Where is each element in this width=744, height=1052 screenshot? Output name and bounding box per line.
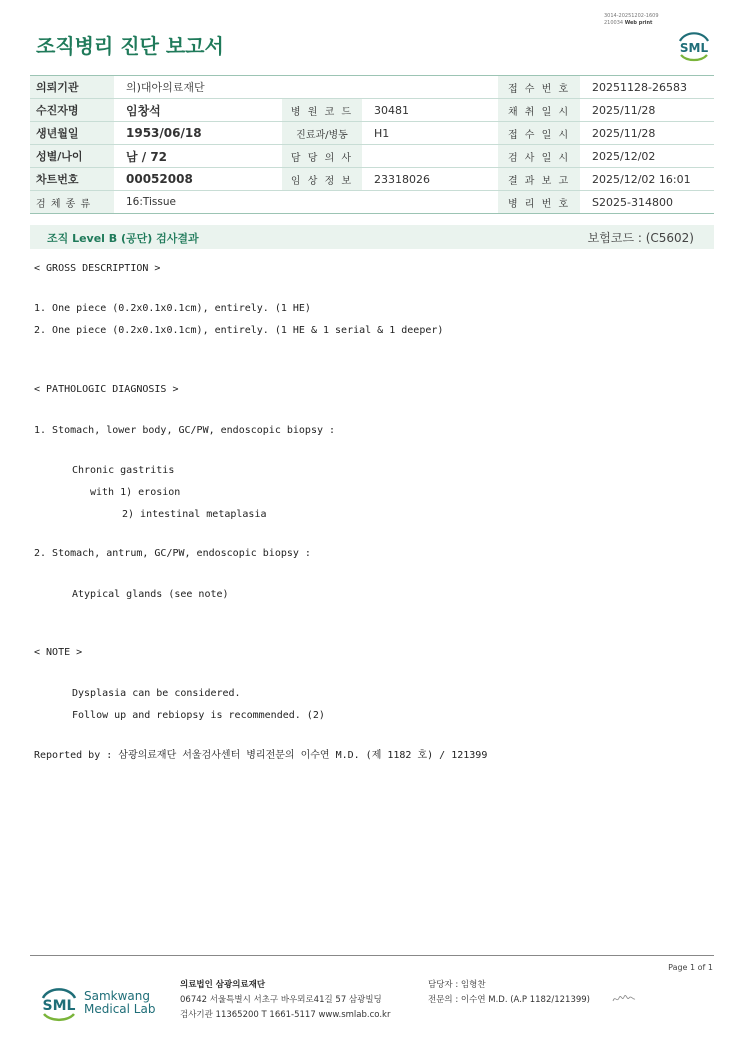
label-pathology-number: 병 리 번 호 [498,191,580,214]
label-specimen-type: 검 체 종 류 [30,191,114,214]
value-clinical-info: 23318026 [362,168,498,191]
diagnosis-item-2: 2. Stomach, antrum, GC/PW, endoscopic biopsy : [34,548,311,559]
note-line-2: Follow up and rebiopsy is recommended. (2) [72,710,325,721]
signature-icon [612,993,636,1005]
value-result-report: 2025/12/02 16:01 [580,168,714,191]
value-attending-doctor [362,145,498,168]
label-sex-age: 성별/나이 [30,145,114,168]
print-code [604,13,659,27]
label-chart-number: 차트번호 [30,168,114,191]
org-name: 의료법인 삼광의료재단 [180,980,266,990]
label-hospital-code: 병 원 코 드 [282,99,362,122]
label-collection-date: 채 취 일 시 [498,99,580,122]
gross-item-2: 2. One piece (0.2x0.1x0.1cm), entirely. (1 HE & 1 serial & 1 deeper) [34,325,444,336]
table-row [30,76,714,99]
label-test-date: 검 사 일 시 [498,145,580,168]
diagnosis-1-line-a: Chronic gastritis [72,465,175,476]
section-title: 조직 Level B (공단) 검사결과 [47,232,199,245]
value-department: H1 [362,122,498,145]
label-receipt-number: 접 수 번 호 [498,76,580,99]
note-line-1: Dysplasia can be considered. [72,688,241,699]
table-row [30,168,714,191]
brand-line-2: Medical Lab [84,1002,156,1016]
value-specimen-type: 16:Tissue [114,191,498,214]
gross-header: < GROSS DESCRIPTION > [34,263,161,274]
brand-name [84,990,155,1016]
org-info [180,978,390,1023]
table-row [30,122,714,145]
label-result-report: 결 과 보 고 [498,168,580,191]
diagnosis-item-1: 1. Stomach, lower body, GC/PW, endoscopic biopsy : [34,425,336,436]
label-patient-name: 수진자명 [30,99,114,122]
value-chart-number: 00052008 [114,168,282,191]
brand-line-1: Samkwang [84,989,150,1003]
org-address: 06742 서울특별시 서초구 바우뫼로41길 57 삼광빌딩 [180,995,382,1005]
value-patient-name: 임창석 [114,99,282,122]
sml-logo-icon [675,27,713,63]
table-row [30,191,714,214]
print-code-line1: 3014-20251202-1609 [604,13,659,19]
print-code-line2: 210034 Web print [604,20,653,26]
value-sex-age: 남 / 72 [114,145,282,168]
note-header: < NOTE > [34,647,83,658]
insurance-code: 보험코드 : (C5602) [587,231,694,245]
label-attending-doctor: 담 당 의 사 [282,145,362,168]
value-receipt-number: 20251128-26583 [580,76,714,99]
sml-logo-text: SML [679,41,709,55]
value-collection-date: 2025/11/28 [580,99,714,122]
report-title: 조직병리 진단 보고서 [36,34,224,58]
value-test-date: 2025/12/02 [580,145,714,168]
label-receipt-date: 접 수 일 시 [498,122,580,145]
reported-by: Reported by : 삼광의료재단 서울검사센터 병리전문의 이수연 M.D. (제 1182 호) / 121399 [34,750,488,761]
label-requesting-institution: 의뢰기관 [30,76,114,99]
value-hospital-code: 30481 [362,99,498,122]
table-row [30,145,714,168]
specialist-line: 전문의 : 이수연 M.D. (A.P 1182/121399) [428,995,590,1005]
table-row [30,99,714,122]
samkwang-logo-text: SML [42,998,76,1014]
patient-info-table [30,75,714,214]
org-contact: 검사기관 11365200 T 1661-5117 www.smlab.co.kr [180,1010,391,1020]
value-pathology-number: S2025-314800 [580,191,714,214]
value-receipt-date: 2025/11/28 [580,122,714,145]
diagnosis-header: < PATHOLOGIC DIAGNOSIS > [34,384,179,395]
value-requesting-institution: 의)대아의료재단 [114,76,498,99]
gross-item-1: 1. One piece (0.2x0.1x0.1cm), entirely. (1 HE) [34,303,311,314]
diagnosis-1-line-c: 2) intestinal metaplasia [122,509,267,520]
value-birth-date: 1953/06/18 [114,122,282,145]
samkwang-logo-icon [38,980,80,1026]
label-birth-date: 생년월일 [30,122,114,145]
label-department: 진료과/병동 [282,122,362,145]
footer-divider [30,955,714,956]
page-number: Page 1 of 1 [668,963,713,972]
diagnosis-1-line-b: with 1) erosion [90,487,181,498]
staff-info [428,978,590,1008]
manager-line: 담당자 : 임형찬 [428,980,486,990]
diagnosis-2-line-a: Atypical glands (see note) [72,589,229,600]
label-clinical-info: 임 상 정 보 [282,168,362,191]
